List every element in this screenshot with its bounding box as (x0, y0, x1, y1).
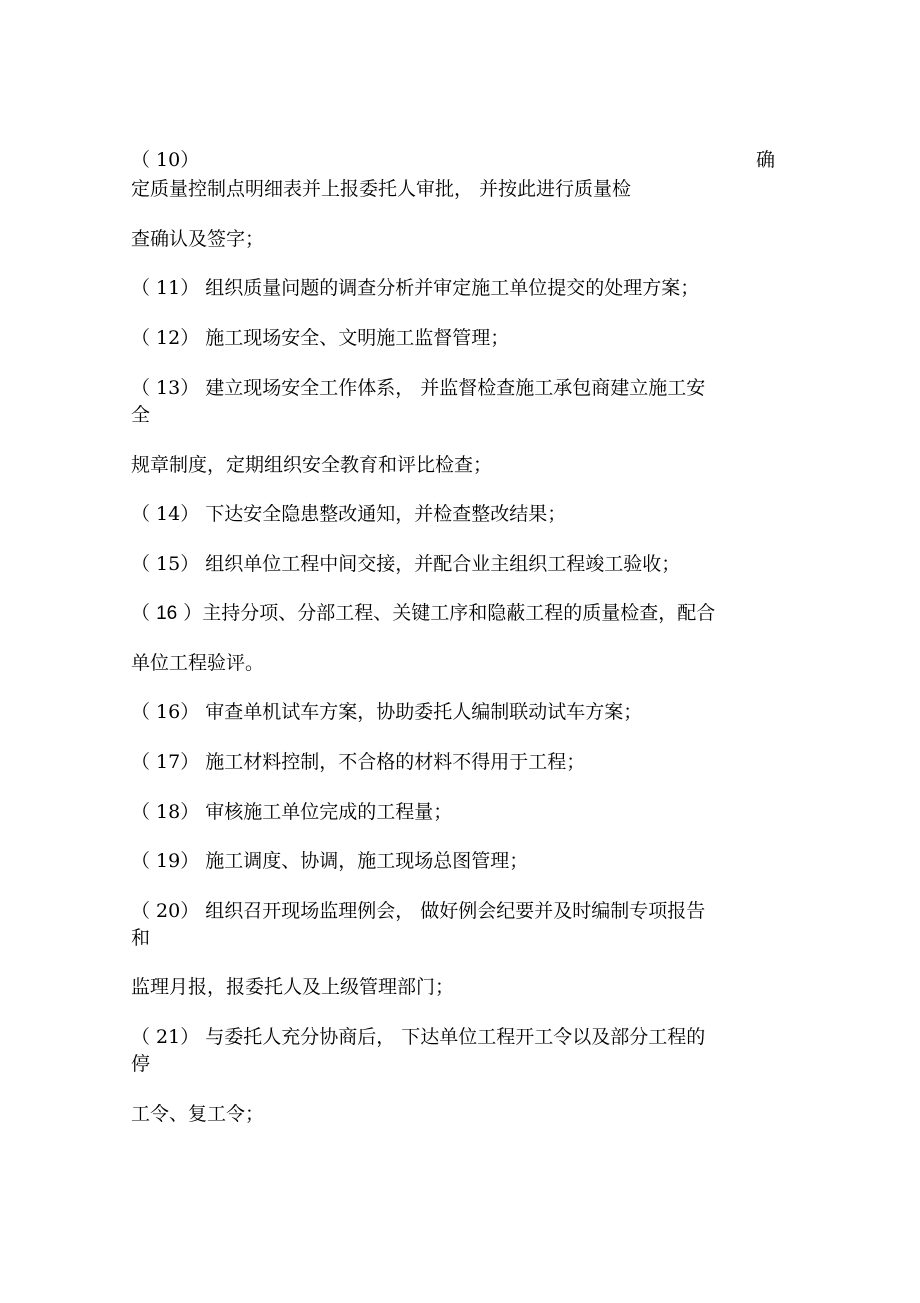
item-19: （ 19） 施工调度、协调，施工现场总图管理； (131, 850, 529, 872)
item-11: （ 11） 组织质量问题的调查分析并审定施工单位提交的处理方案； (131, 277, 700, 299)
item-18: （ 18） 审核施工单位完成的工程量； (131, 801, 453, 823)
item-16a-text: ）主持分项、分部工程、关键工序和隐蔽工程的质量检查，配合 (183, 602, 716, 624)
item-21-line-1: （ 21） 与委托人充分协商后， 下达单位工程开工令以及部分工程的 (131, 1026, 706, 1048)
item-20-line-2: 和 (131, 927, 151, 949)
item-16a-open-paren: （ (131, 602, 151, 624)
item-20-line-3: 监理月报，报委托人及上级管理部门； (131, 976, 455, 998)
item-14: （ 14） 下达安全隐患整改通知，并检查整改结果； (131, 503, 567, 525)
item-20-line-1: （ 20） 组织召开现场监理例会， 做好例会纪要并及时编制专项报告 (131, 900, 706, 922)
item-13-line-2: 全 (131, 404, 151, 426)
item-16b: （ 16） 审查单机试车方案，协助委托人编制联动试车方案； (131, 701, 643, 723)
item-10-number: （ 10） (131, 149, 200, 171)
item-16a-number: 16 (156, 603, 178, 624)
item-12: （ 12） 施工现场安全、文明施工监督管理； (131, 327, 510, 349)
item-21-line-3: 工令、复工令； (131, 1103, 265, 1125)
item-10-text-start: 确 (755, 149, 775, 171)
item-16a-line-1 (131, 601, 715, 626)
item-15: （ 15） 组织单位工程中间交接，并配合业主组织工程竣工验收； (131, 553, 681, 575)
item-10-text-line-3: 查确认及签字； (131, 228, 265, 250)
item-17: （ 17） 施工材料控制，不合格的材料不得用于工程； (131, 751, 586, 773)
item-21-line-2: 停 (131, 1053, 151, 1075)
item-13-line-3: 规章制度，定期组织安全教育和评比检查； (131, 454, 493, 476)
item-16a-line-2: 单位工程验评。 (131, 652, 265, 674)
item-10-text-line-2: 定质量控制点明细表并上报委托人审批， 并按此进行质量检 (131, 178, 632, 200)
item-13-line-1: （ 13） 建立现场安全工作体系， 并监督检查施工承包商建立施工安 (131, 377, 706, 399)
